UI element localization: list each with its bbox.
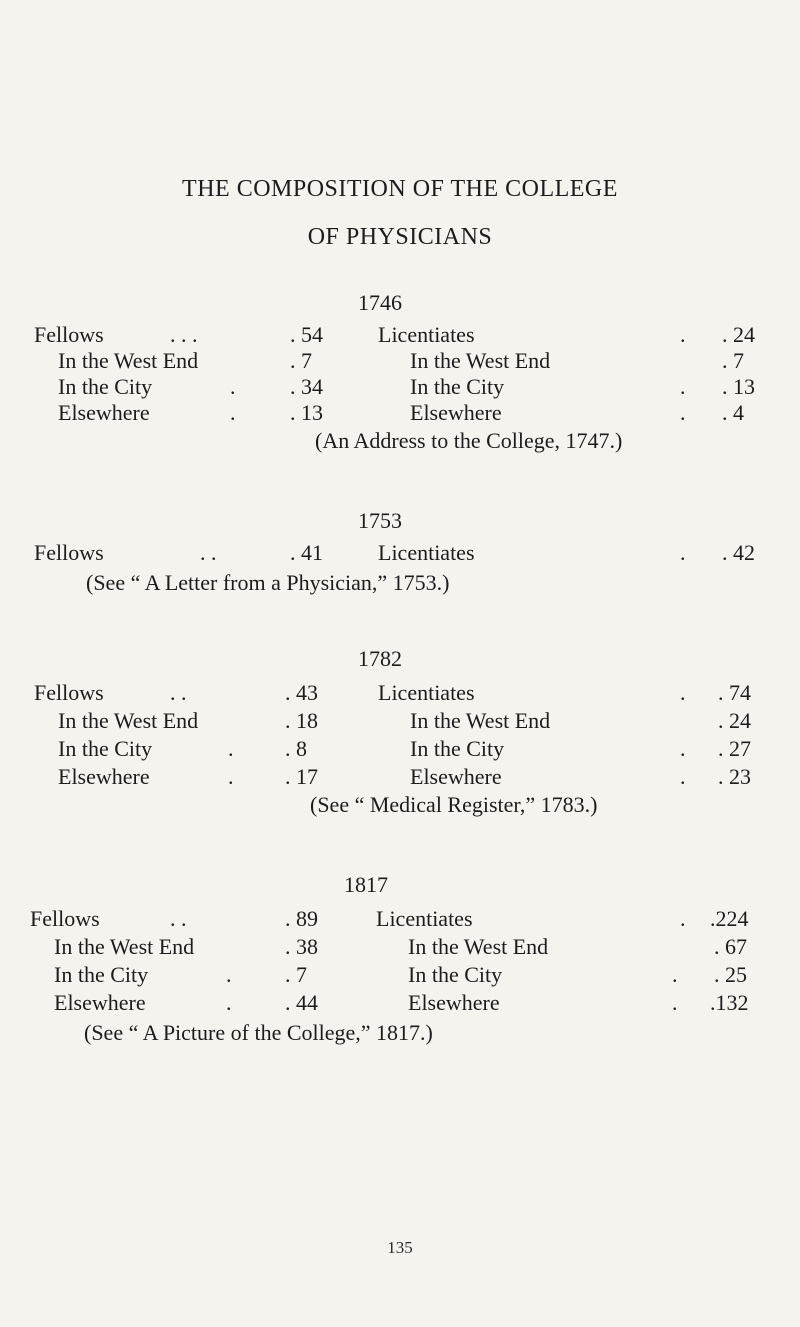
row-value-west-end: . 7	[722, 348, 744, 373]
row-label-west-end: In the West End	[410, 348, 551, 373]
row-value-city: . 25	[714, 962, 747, 987]
section-source: (An Address to the College, 1747.)	[315, 428, 623, 453]
row-label-elsewhere: Elsewhere	[58, 764, 150, 789]
row-label-fellows: Fellows	[30, 906, 100, 931]
row-value-licentiates: . 74	[718, 680, 751, 705]
row-dots: . .	[170, 680, 187, 705]
row-value-elsewhere: . 17	[285, 764, 318, 789]
row-label-west-end: In the West End	[54, 934, 195, 959]
row-value-fellows: . 41	[290, 540, 323, 565]
row-value-licentiates: . 42	[722, 540, 755, 565]
row-value-fellows: . 89	[285, 906, 318, 931]
row-label-west-end: In the West End	[58, 708, 199, 733]
row-dots: .	[228, 736, 234, 761]
row-label-elsewhere: Elsewhere	[58, 400, 150, 425]
row-label-licentiates: Licentiates	[378, 322, 475, 347]
row-value-licentiates: . 24	[722, 322, 755, 347]
row-dots: .	[228, 764, 234, 789]
section-source: (See “ Medical Register,” 1783.)	[310, 792, 598, 817]
row-value-west-end: . 38	[285, 934, 318, 959]
section-year-1746: 1746	[358, 290, 402, 315]
row-value-elsewhere: . 13	[290, 400, 323, 425]
row-value-city: . 13	[722, 374, 755, 399]
row-dots: .	[680, 764, 686, 789]
row-label-elsewhere: Elsewhere	[410, 400, 502, 425]
row-value-elsewhere: . 23	[718, 764, 751, 789]
row-label-city: In the City	[54, 962, 149, 987]
row-label-elsewhere: Elsewhere	[54, 990, 146, 1015]
row-dots: .	[680, 322, 686, 347]
row-value-fellows: . 54	[290, 322, 323, 347]
row-label-city: In the City	[408, 962, 503, 987]
row-dots: .	[672, 962, 678, 987]
row-dots: .	[680, 374, 686, 399]
section-source: (See “ A Letter from a Physician,” 1753.)	[86, 570, 450, 595]
row-label-fellows: Fellows	[34, 680, 104, 705]
row-value-west-end: . 67	[714, 934, 747, 959]
row-dots: .	[672, 990, 678, 1015]
row-value-city: . 27	[718, 736, 751, 761]
row-value-city: . 34	[290, 374, 323, 399]
row-value-fellows: . 43	[285, 680, 318, 705]
row-value-city: . 8	[285, 736, 307, 761]
section-year-1753: 1753	[358, 508, 402, 533]
row-value-elsewhere: . 44	[285, 990, 318, 1015]
row-label-licentiates: Licentiates	[376, 906, 473, 931]
row-dots: .	[226, 990, 232, 1015]
row-dots: .	[680, 680, 686, 705]
row-dots: .	[680, 400, 686, 425]
page-title-line-2: OF PHYSICIANS	[307, 224, 493, 250]
row-label-licentiates: Licentiates	[378, 680, 475, 705]
row-dots: . .	[200, 540, 217, 565]
row-dots: .	[226, 962, 232, 987]
row-value-licentiates: .224	[710, 906, 749, 931]
row-label-west-end: In the West End	[410, 708, 551, 733]
page-title-line-1: THE COMPOSITION OF THE COLLEGE	[182, 176, 618, 202]
row-value-elsewhere: . 4	[722, 400, 744, 425]
row-dots: .	[680, 540, 686, 565]
row-label-city: In the City	[58, 736, 153, 761]
row-value-west-end: . 18	[285, 708, 318, 733]
section-year-1782: 1782	[358, 646, 402, 671]
row-label-city: In the City	[58, 374, 153, 399]
row-label-city: In the City	[410, 736, 505, 761]
row-value-west-end: . 24	[718, 708, 751, 733]
section-year-1817: 1817	[344, 872, 388, 897]
row-dots: .	[230, 400, 236, 425]
row-label-elsewhere: Elsewhere	[410, 764, 502, 789]
row-label-city: In the City	[410, 374, 505, 399]
row-dots: . . .	[170, 322, 198, 347]
row-value-city: . 7	[285, 962, 307, 987]
row-value-elsewhere: .132	[710, 990, 749, 1015]
row-label-fellows: Fellows	[34, 322, 104, 347]
page-number: 135	[387, 1238, 413, 1257]
row-dots: . .	[170, 906, 187, 931]
row-label-elsewhere: Elsewhere	[408, 990, 500, 1015]
row-label-west-end: In the West End	[408, 934, 549, 959]
row-dots: .	[680, 906, 686, 931]
row-value-west-end: . 7	[290, 348, 312, 373]
row-label-licentiates: Licentiates	[378, 540, 475, 565]
row-dots: .	[680, 736, 686, 761]
section-source: (See “ A Picture of the College,” 1817.)	[84, 1020, 433, 1045]
row-label-west-end: In the West End	[58, 348, 199, 373]
row-dots: .	[230, 374, 236, 399]
row-label-fellows: Fellows	[34, 540, 104, 565]
